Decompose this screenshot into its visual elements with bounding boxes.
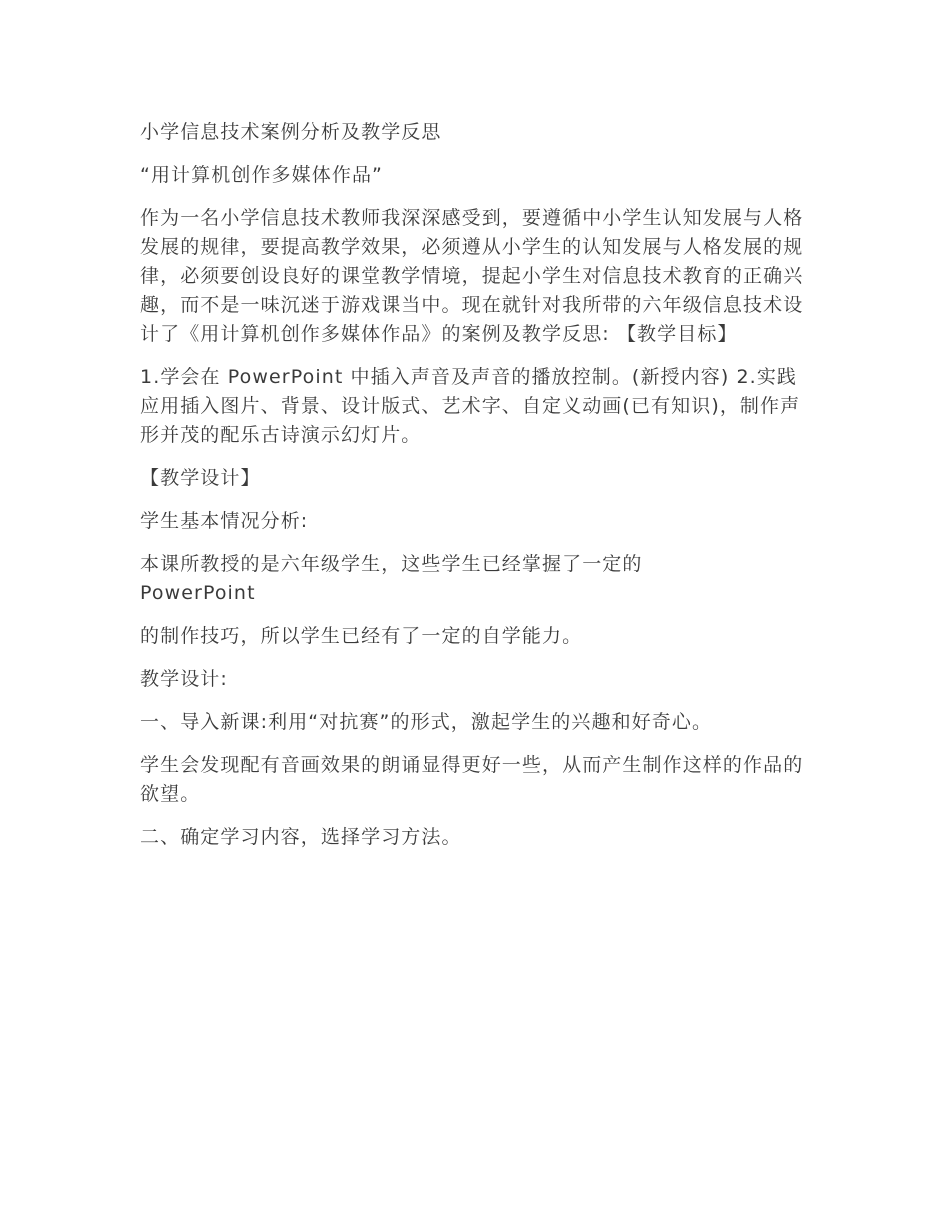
- document-subtitle: “用计算机创作多媒体作品”: [140, 164, 383, 186]
- objectives-paragraph: 1.学会在 PowerPoint 中插入声音及声音的播放控制。(新授内容) 2.实践应用插入图片、背景、设计版式、艺术字、自定义动画(已有知识)，制作声形并茂的配乐古诗演示幻灯片。: [140, 366, 801, 446]
- design-heading: 【教学设计】: [140, 467, 261, 489]
- document-title: 小学信息技术案例分析及教学反思: [140, 121, 442, 143]
- step-1: 一、导入新课:利用“对抗赛”的形式，激起学生的兴趣和好奇心。: [140, 711, 713, 733]
- teaching-design-heading: 教学设计:: [140, 668, 228, 690]
- step-1-detail: 学生会发现配有音画效果的朗诵显得更好一些，从而产生制作这样的作品的欲望。: [140, 754, 804, 805]
- student-analysis-heading: 学生基本情况分析:: [140, 510, 309, 532]
- student-analysis-continuation: 的制作技巧，所以学生已经有了一定的自学能力。: [140, 625, 583, 647]
- student-analysis-line-1: 本课所教授的是六年级学生，这些学生已经掌握了一定的: [140, 553, 643, 575]
- intro-paragraph: 作为一名小学信息技术教师我深深感受到，要遵循中小学生认知发展与人格发展的规律，要提高教学效果，必须遵从小学生的认知发展与人格发展的规律，必须要创设良好的课堂教学情境，提起小学生对信息技术教育的正确兴趣，而不是一味沉迷于游戏课当中。现在就针对我所带的六年级信息技术设计了《用计算机创作多媒体作品》的案例及教学反思: 【教学目标】: [140, 207, 804, 345]
- student-analysis-line-2: PowerPoint: [140, 582, 256, 604]
- step-2: 二、确定学习内容，选择学习方法。: [140, 826, 462, 848]
- document-body: [140, 118, 812, 866]
- student-analysis-paragraph: [140, 550, 812, 608]
